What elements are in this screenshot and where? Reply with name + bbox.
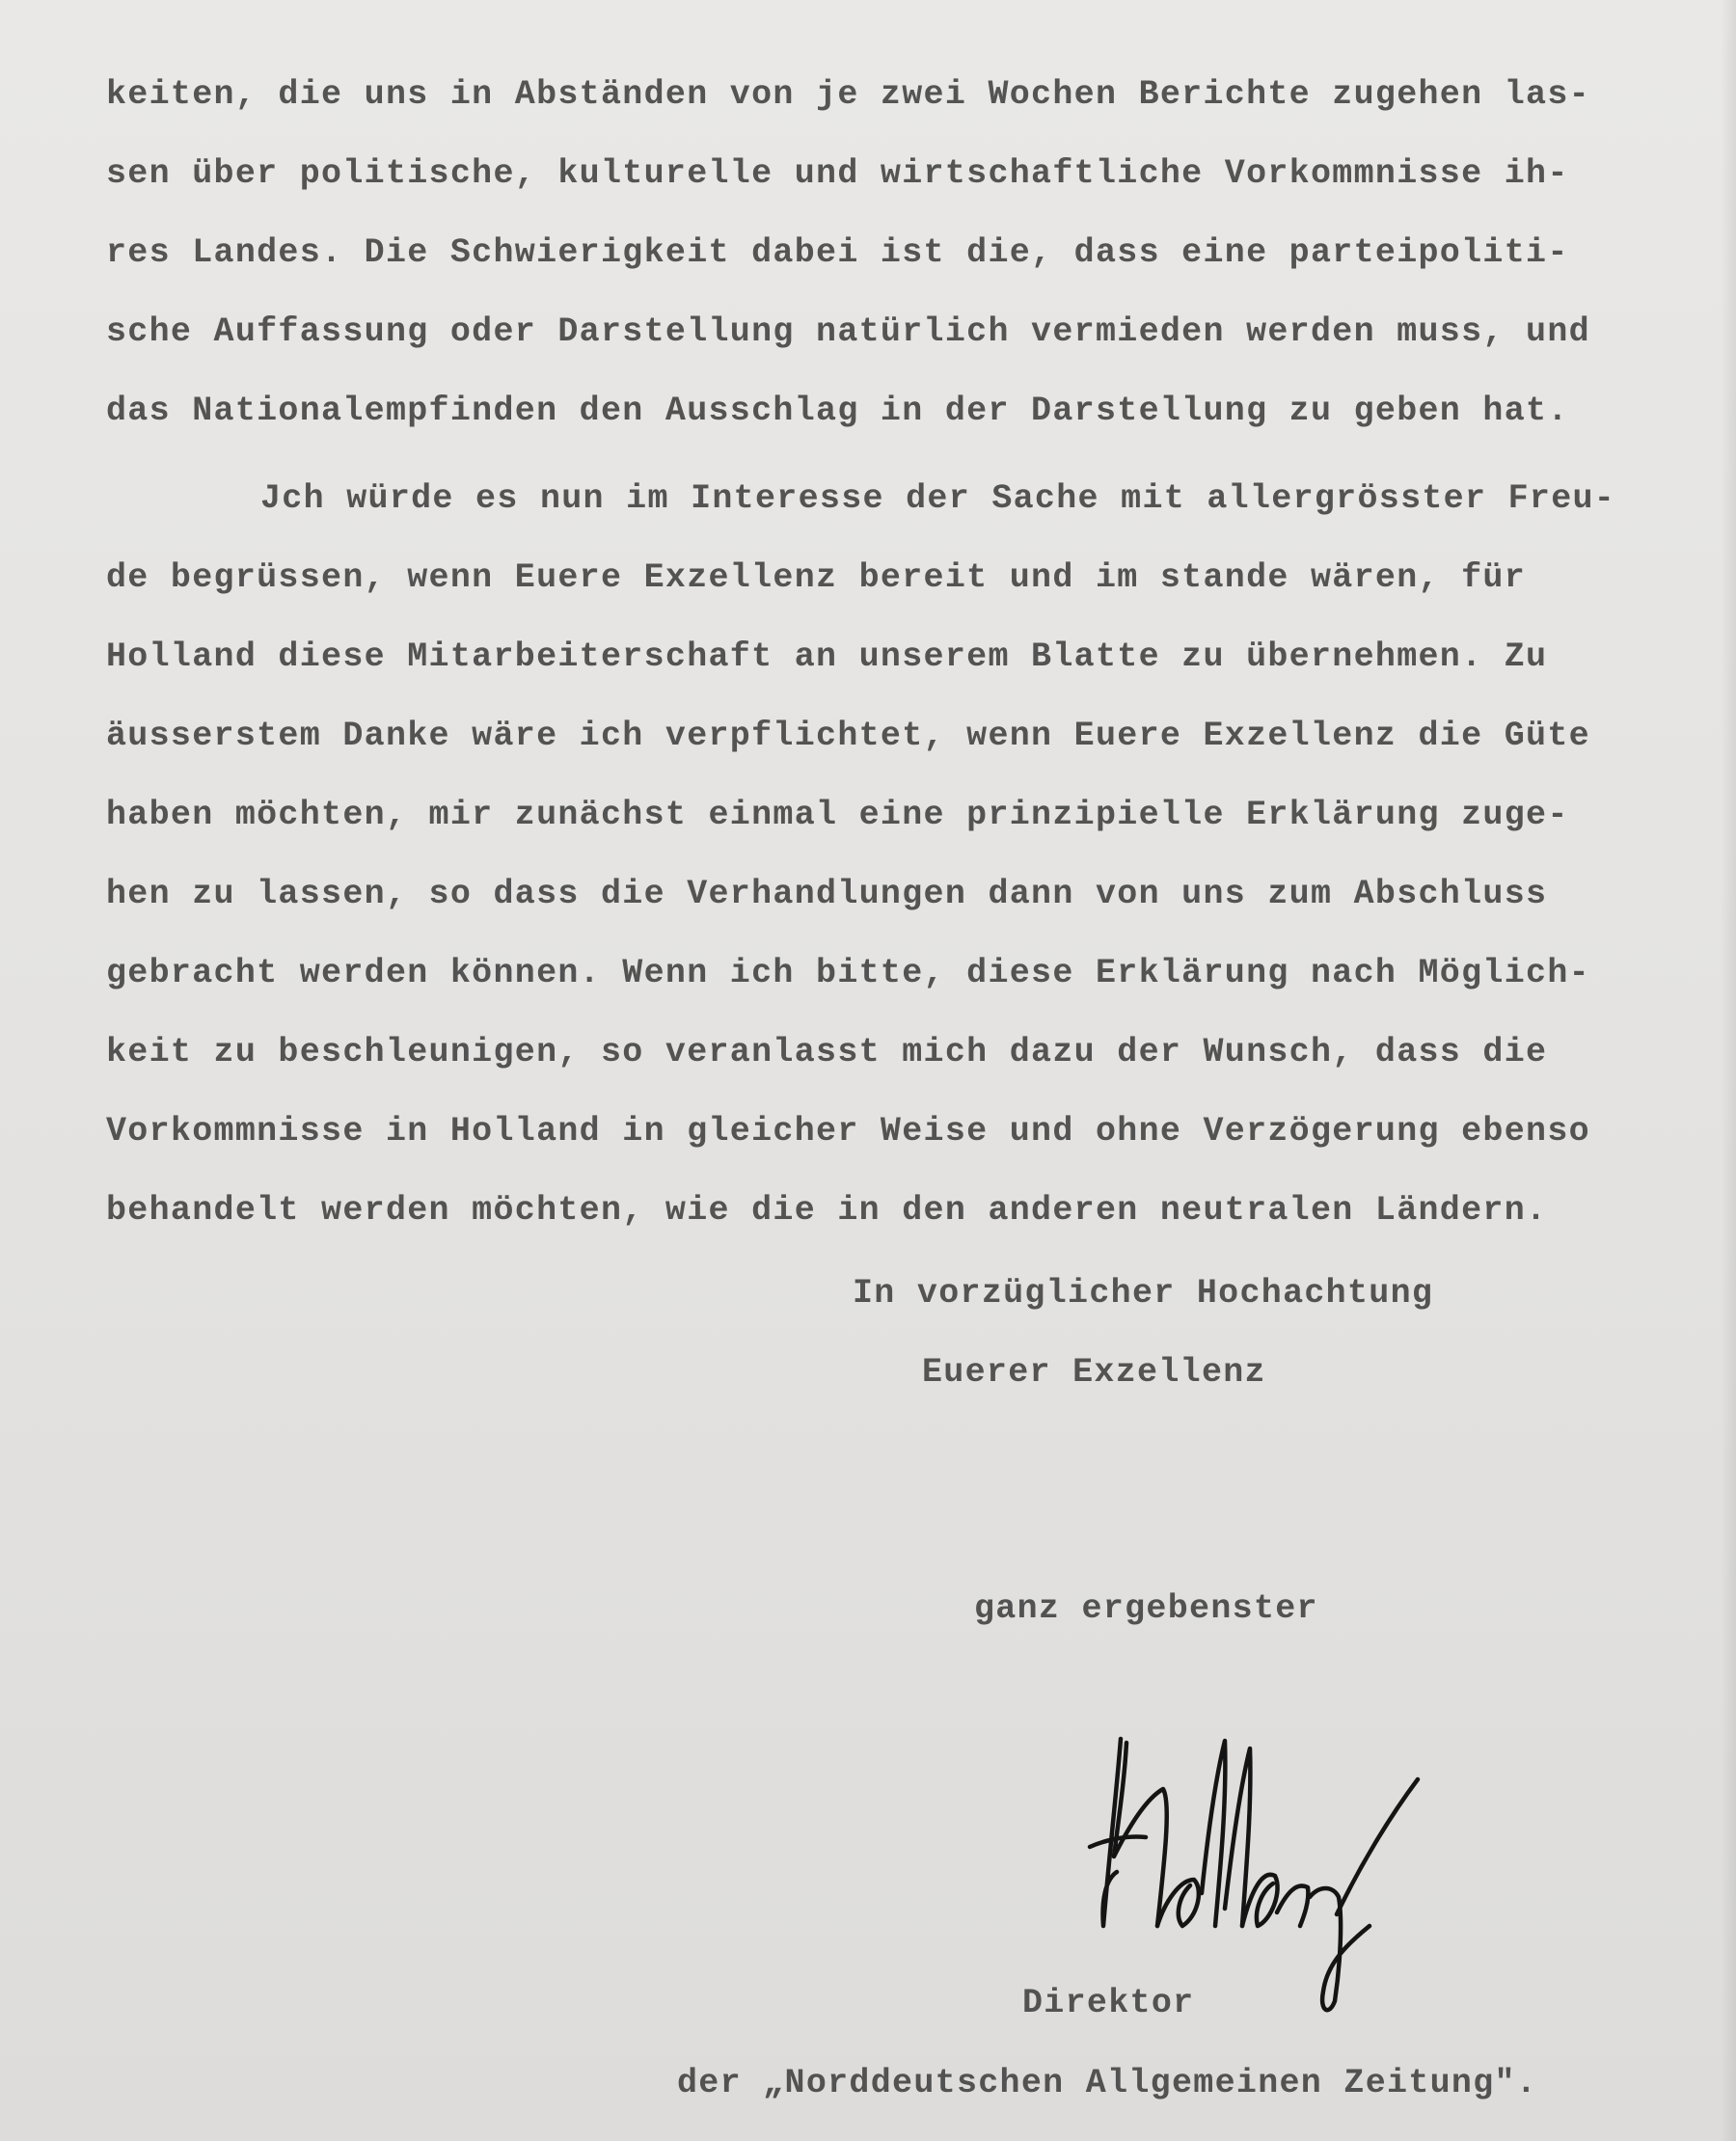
body-line: keit zu beschleunigen, so veranlasst mich dazu der Wunsch, dass die bbox=[106, 1033, 1548, 1071]
closing-humble: ganz ergebenster bbox=[974, 1589, 1318, 1628]
closing-regards: In vorzüglicher Hochachtung bbox=[853, 1274, 1434, 1313]
body-line: sen über politische, kulturelle und wirtschaftliche Vorkommnisse ih- bbox=[106, 154, 1569, 193]
closing-address: Euerer Exzellenz bbox=[922, 1353, 1266, 1392]
body-line: res Landes. Die Schwierigkeit dabei ist die, dass eine parteipoliti- bbox=[106, 233, 1569, 272]
body-line: hen zu lassen, so dass die Verhandlungen dann von uns zum Abschluss bbox=[106, 875, 1548, 913]
body-line: keiten, die uns in Abständen von je zwei Wochen Berichte zugehen las- bbox=[106, 75, 1590, 114]
body-line: sche Auffassung oder Darstellung natürlich vermieden werden muss, und bbox=[106, 312, 1590, 351]
body-line: gebracht werden können. Wenn ich bitte, diese Erklärung nach Möglich- bbox=[106, 954, 1590, 992]
handwritten-signature bbox=[1061, 1673, 1447, 2020]
body-line: haben möchten, mir zunächst einmal eine prinzipielle Erklärung zuge- bbox=[106, 796, 1569, 834]
body-line: Holland diese Mitarbeiterschaft an unserem Blatte zu übernehmen. Zu bbox=[106, 637, 1548, 676]
body-line: Vorkommnisse in Holland in gleicher Weise und ohne Verzögerung ebenso bbox=[106, 1112, 1590, 1151]
body-line: äusserstem Danke wäre ich verpflichtet, wenn Euere Exzellenz die Güte bbox=[106, 717, 1590, 755]
body-line: das Nationalempfinden den Ausschlag in der Darstellung zu geben hat. bbox=[106, 392, 1569, 430]
closing-title: Direktor bbox=[1022, 1984, 1195, 2022]
body-line: Jch würde es nun im Interesse der Sache mit allergrösster Freu- bbox=[260, 479, 1616, 518]
body-line: de begrüssen, wenn Euere Exzellenz bereit und im stande wären, für bbox=[106, 558, 1527, 597]
closing-organization: der „Norddeutschen Allgemeinen Zeitung". bbox=[677, 2064, 1538, 2102]
body-line: behandelt werden möchten, wie die in den anderen neutralen Ländern. bbox=[106, 1191, 1548, 1230]
